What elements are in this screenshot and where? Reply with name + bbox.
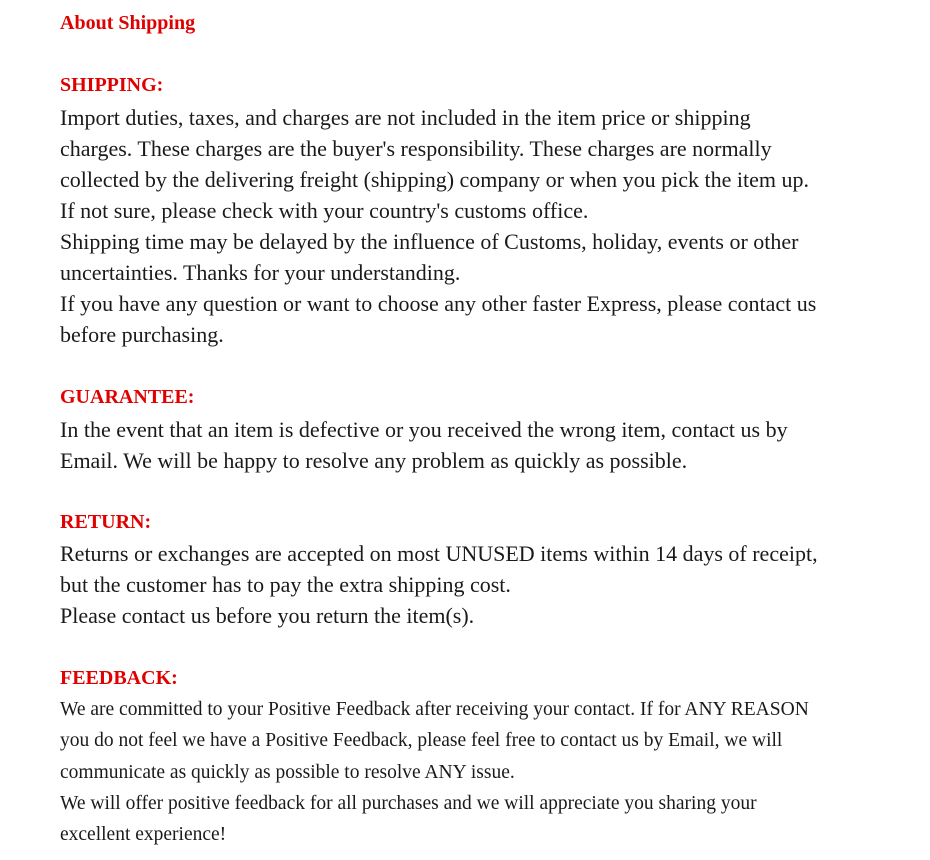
shipping-line: charges. These charges are the buyer's responsibility. These charges are normally — [60, 136, 772, 161]
feedback-heading: FEEDBACK: — [60, 667, 178, 689]
shipping-line: If you have any question or want to choose any other faster Express, please contact us — [60, 291, 817, 316]
feedback-line: We will offer positive feedback for all purchases and we will appreciate you sharing your — [60, 793, 757, 814]
shipping-line: Shipping time may be delayed by the influence of Customs, holiday, events or other — [60, 229, 799, 254]
feedback-line: communicate as quickly as possible to resolve ANY issue. — [60, 762, 515, 783]
feedback-line: you do not feel we have a Positive Feedback, please feel free to contact us by Email, we will — [60, 730, 783, 751]
feedback-line: We are committed to your Positive Feedback after receiving your contact. If for ANY REASON — [60, 699, 809, 720]
guarantee-line: In the event that an item is defective or you received the wrong item, contact us by — [60, 417, 788, 442]
feedback-line: excellent experience! — [60, 824, 227, 845]
shipping-line: before purchasing. — [60, 322, 224, 347]
guarantee-heading: GUARANTEE: — [60, 386, 195, 408]
return-line: Please contact us before you return the item(s). — [60, 603, 475, 628]
shipping-heading: SHIPPING: — [60, 74, 164, 96]
return-line: Returns or exchanges are accepted on most UNUSED items within 14 days of receipt, — [60, 541, 818, 566]
guarantee-line: Email. We will be happy to resolve any problem as quickly as possible. — [60, 448, 688, 473]
page-title: About Shipping — [60, 12, 196, 34]
shipping-line: Import duties, taxes, and charges are not included in the item price or shipping — [60, 105, 751, 130]
return-heading: RETURN: — [60, 511, 152, 533]
shipping-line: If not sure, please check with your country's customs office. — [60, 198, 589, 223]
return-line: but the customer has to pay the extra shipping cost. — [60, 572, 511, 597]
shipping-line: collected by the delivering freight (shipping) company or when you pick the item up. — [60, 167, 810, 192]
shipping-line: uncertainties. Thanks for your understanding. — [60, 260, 461, 285]
